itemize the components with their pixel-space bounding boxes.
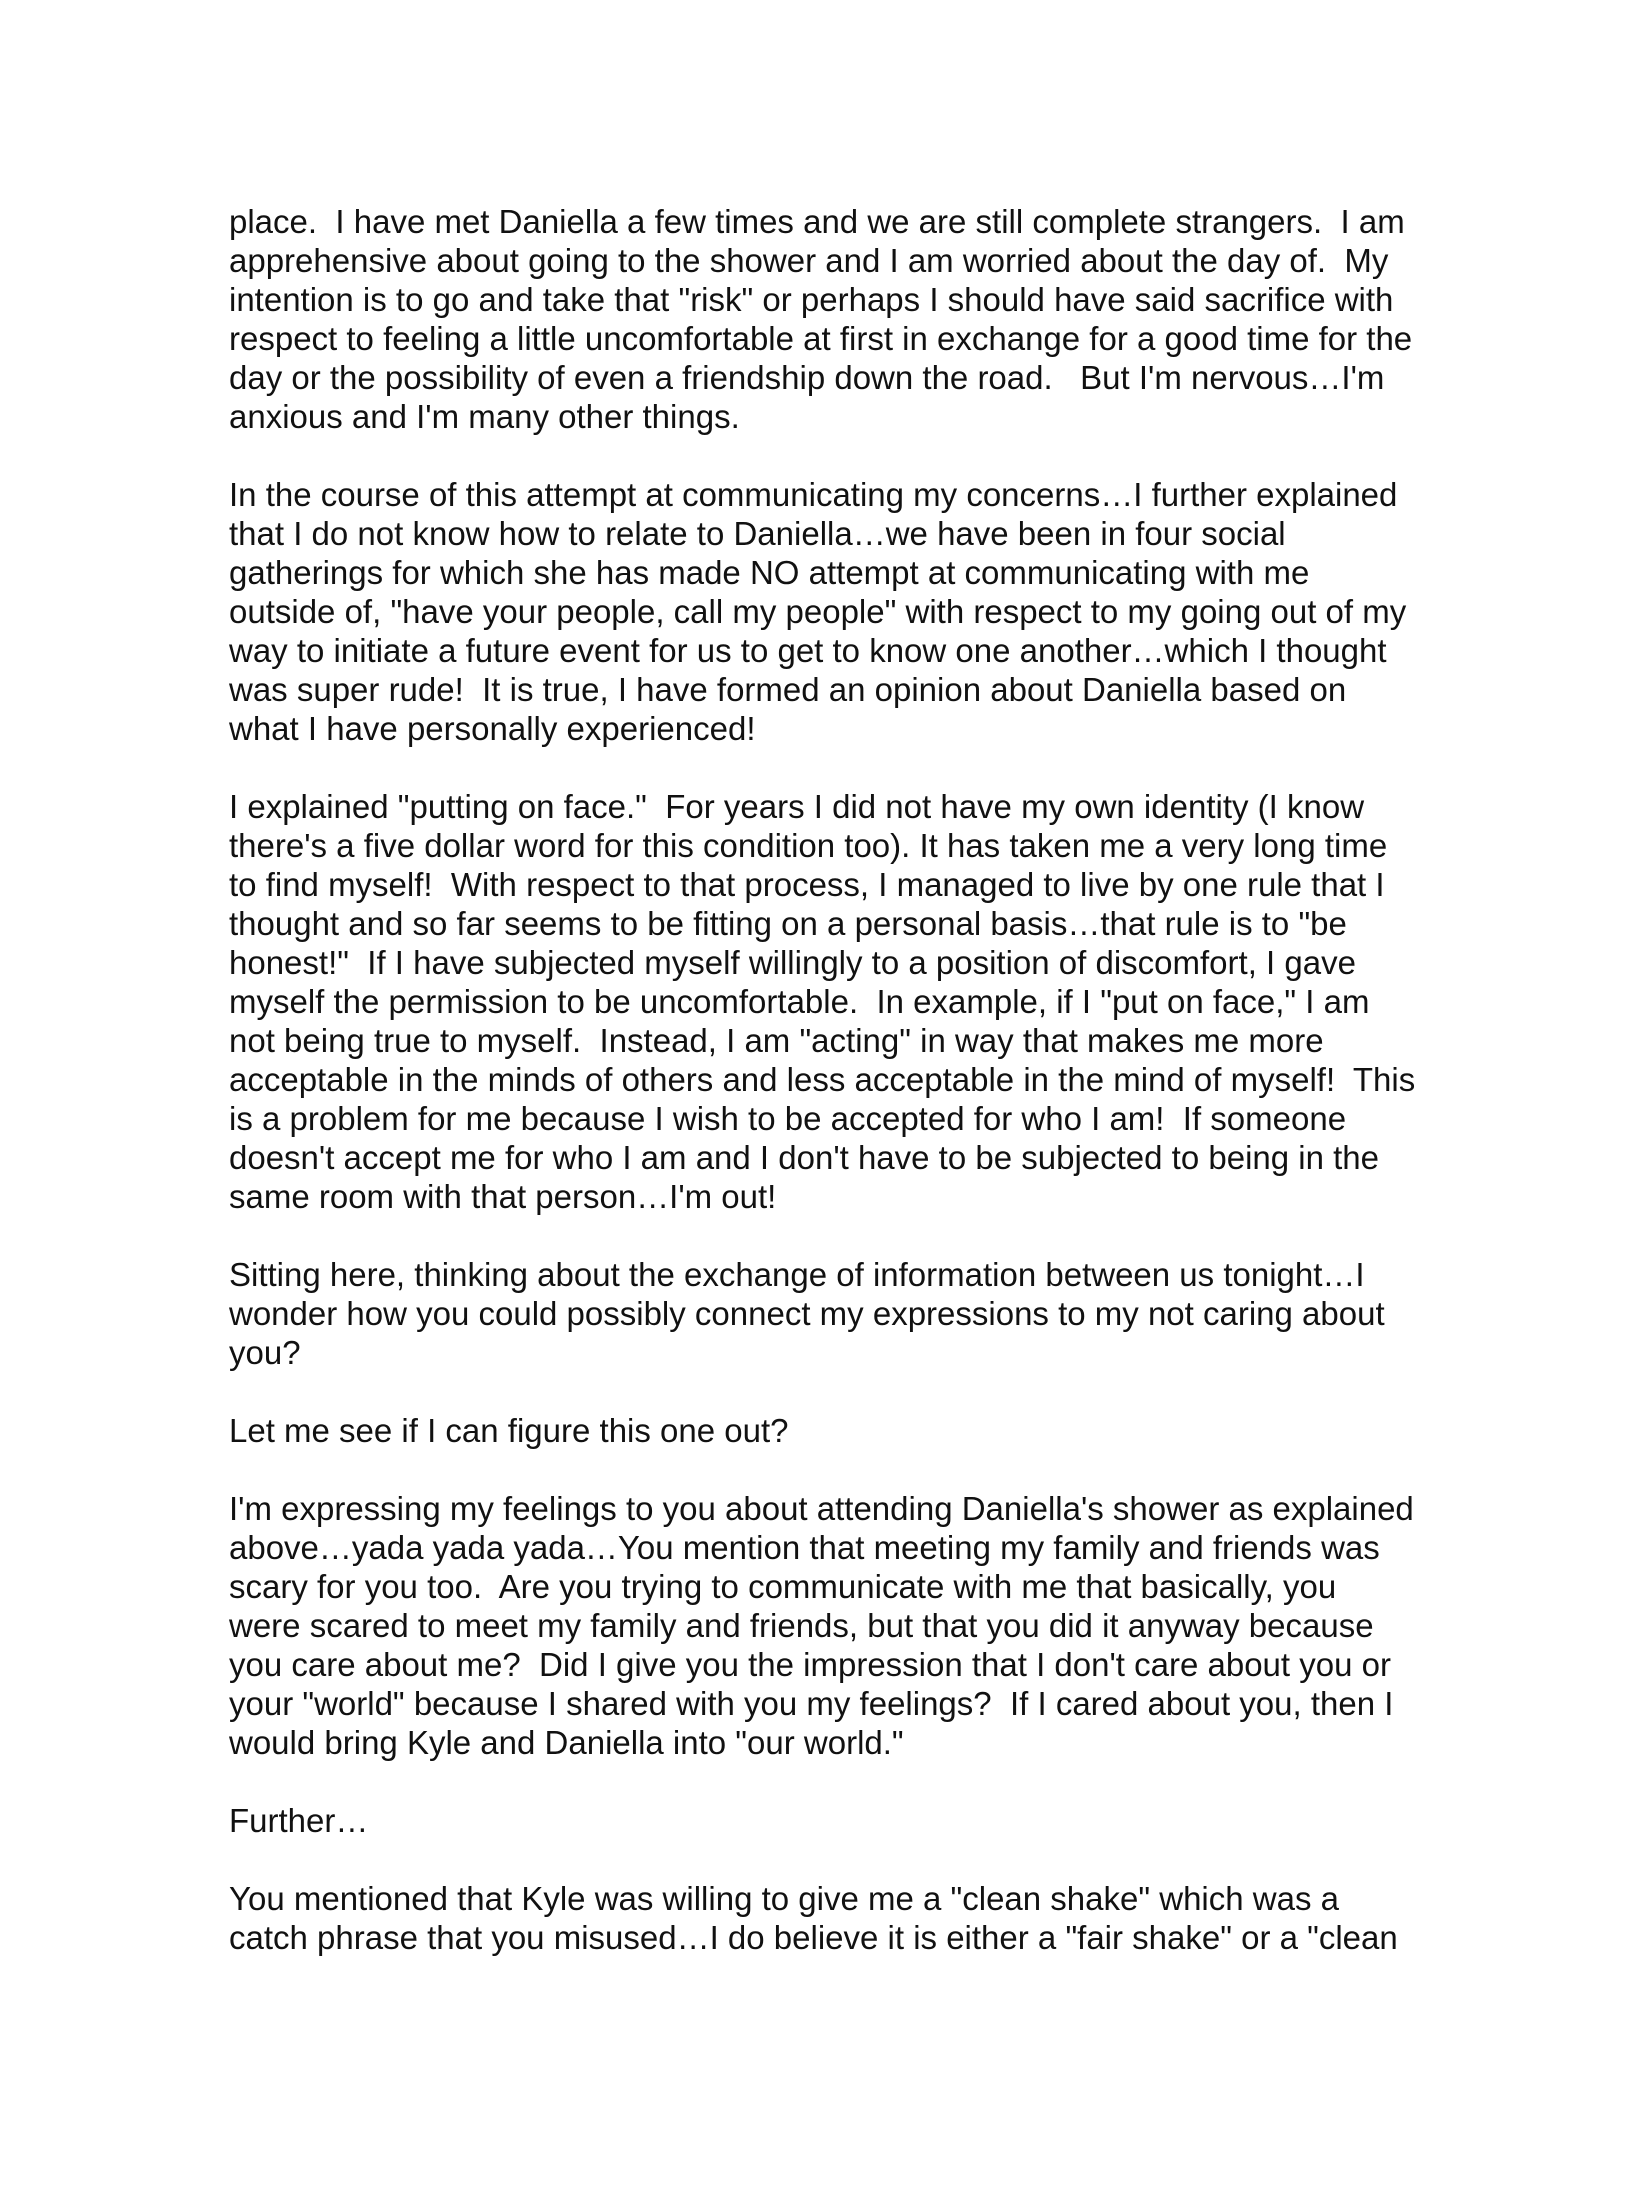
- paragraph: [229, 787, 1469, 1216]
- paragraph: [229, 1879, 1469, 1957]
- text-line: place. I have met Daniella a few times and we are still complete strangers. I am: [229, 203, 1405, 240]
- text-line: scary for you too. Are you trying to communicate with me that basically, you: [229, 1568, 1337, 1605]
- text-line: there's a five dollar word for this condition too). It has taken me a very long time: [229, 827, 1388, 864]
- text-line: wonder how you could possibly connect my expressions to my not caring about: [229, 1295, 1385, 1332]
- paragraph: [229, 475, 1469, 748]
- text-line: catch phrase that you misused…I do believe it is either a "fair shake" or a "clean: [229, 1919, 1398, 1956]
- paragraph: [229, 1489, 1469, 1762]
- text-line: doesn't accept me for who I am and I don't have to be subjected to being in the: [229, 1139, 1380, 1176]
- text-line: Further…: [229, 1802, 369, 1839]
- text-line: thought and so far seems to be fitting on a personal basis…that rule is to "be: [229, 905, 1347, 942]
- text-line: In the course of this attempt at communicating my concerns…I further explained: [229, 476, 1398, 513]
- text-line: acceptable in the minds of others and less acceptable in the mind of myself! This: [229, 1061, 1416, 1098]
- paragraph: [229, 1801, 1469, 1840]
- text-line: Sitting here, thinking about the exchange of information between us tonight…I: [229, 1256, 1365, 1293]
- text-line: intention is to go and take that "risk" or perhaps I should have said sacrifice with: [229, 281, 1394, 318]
- text-line: anxious and I'm many other things.: [229, 398, 740, 435]
- paragraph: [229, 1411, 1469, 1450]
- text-line: respect to feeling a little uncomfortable at first in exchange for a good time for the: [229, 320, 1413, 357]
- paragraph: [229, 202, 1469, 436]
- text-line: Let me see if I can figure this one out?: [229, 1412, 789, 1449]
- text-line: You mentioned that Kyle was willing to give me a "clean shake" which was a: [229, 1880, 1339, 1917]
- paragraph: [229, 1255, 1469, 1372]
- text-line: way to initiate a future event for us to get to know one another…which I thought: [229, 632, 1387, 669]
- text-line: to find myself! With respect to that process, I managed to live by one rule that I: [229, 866, 1385, 903]
- text-line: would bring Kyle and Daniella into "our world.": [229, 1724, 904, 1761]
- text-line: you?: [229, 1334, 301, 1371]
- text-line: myself the permission to be uncomfortable. In example, if I "put on face," I am: [229, 983, 1370, 1020]
- text-line: same room with that person…I'm out!: [229, 1178, 777, 1215]
- text-line: outside of, "have your people, call my people" with respect to my going out of my: [229, 593, 1407, 630]
- text-line: your "world" because I shared with you my feelings? If I cared about you, then I: [229, 1685, 1394, 1722]
- document-body: [229, 202, 1469, 1996]
- text-line: not being true to myself. Instead, I am "acting" in way that makes me more: [229, 1022, 1324, 1059]
- text-line: that I do not know how to relate to Daniella…we have been in four social: [229, 515, 1286, 552]
- text-line: was super rude! It is true, I have formed an opinion about Daniella based on: [229, 671, 1347, 708]
- text-line: day or the possibility of even a friendship down the road. But I'm nervous…I'm: [229, 359, 1385, 396]
- text-line: I'm expressing my feelings to you about attending Daniella's shower as explained: [229, 1490, 1414, 1527]
- text-line: above…yada yada yada…You mention that meeting my family and friends was: [229, 1529, 1380, 1566]
- text-line: apprehensive about going to the shower and I am worried about the day of. My: [229, 242, 1389, 279]
- text-line: gatherings for which she has made NO attempt at communicating with me: [229, 554, 1310, 591]
- text-line: honest!" If I have subjected myself willingly to a position of discomfort, I gave: [229, 944, 1356, 981]
- text-line: what I have personally experienced!: [229, 710, 756, 747]
- text-line: I explained "putting on face." For years I did not have my own identity (I know: [229, 788, 1365, 825]
- text-line: is a problem for me because I wish to be accepted for who I am! If someone: [229, 1100, 1347, 1137]
- text-line: you care about me? Did I give you the impression that I don't care about you or: [229, 1646, 1391, 1683]
- text-line: were scared to meet my family and friends, but that you did it anyway because: [229, 1607, 1374, 1644]
